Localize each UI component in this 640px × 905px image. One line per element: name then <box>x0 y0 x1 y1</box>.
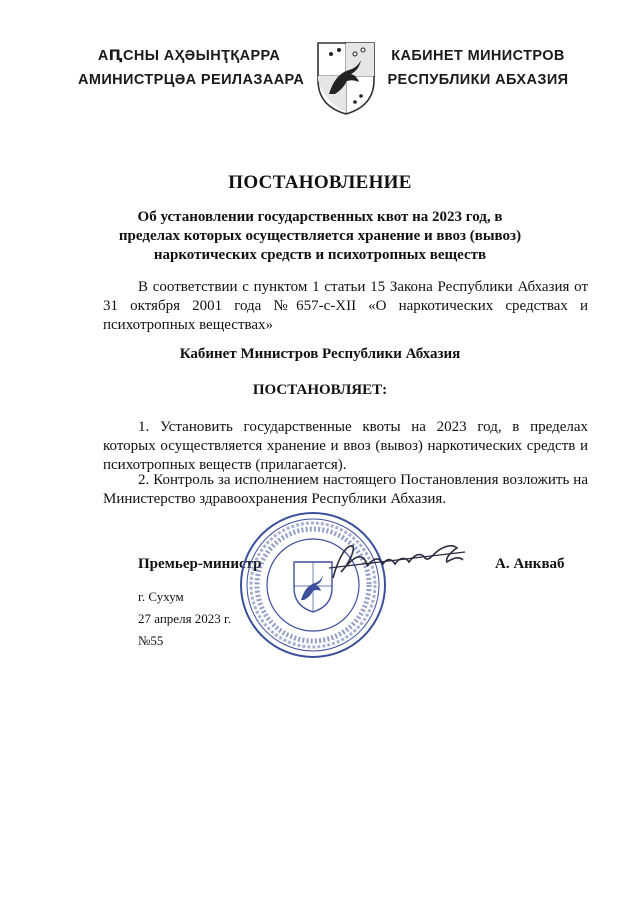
document-issuer: Кабинет Министров Республики Абхазия <box>179 346 461 362</box>
signatory-name: А. Анкваб <box>495 556 565 572</box>
document-number: №55 <box>138 633 164 648</box>
header-right-line1: КАБИНЕТ МИНИСТРОВ <box>391 48 565 64</box>
header-left-line2: АМИНИСТРЦӘА РЕИЛАЗААРА <box>78 72 305 88</box>
header-right-line2: РЕСПУБЛИКИ АБХАЗИЯ <box>387 72 569 88</box>
document-subject: Об установлении государственных квот на 2023 год, в пределах которых осуществляется хранение и ввоз (вывоз) наркотических средств и психотропных веществ <box>118 209 522 263</box>
header-left-abkhaz <box>78 44 305 92</box>
handwritten-signature-icon <box>325 538 470 583</box>
header-left-line1: АԤСНЫ АҲӘЫНҬҚАРРА <box>97 48 281 64</box>
document-city: г. Сухум <box>138 589 184 604</box>
abkhazia-coat-of-arms-icon <box>315 40 377 116</box>
document-title: ПОСТАНОВЛЕНИЕ <box>228 172 412 193</box>
signatory-position: Премьер-министр <box>138 556 262 572</box>
official-seal-icon <box>238 510 388 660</box>
decree-word: ПОСТАНОВЛЯЕТ: <box>252 382 388 398</box>
document-preamble: В соответствии с пунктом 1 статьи 15 Закона Республики Абхазия от 31 октября 2001 года №657-с-XII «О наркотических средствах и психотропных веществах» <box>103 279 588 333</box>
decree-item-1: 1. Установить государственные квоты на 2023 год, в пределах которых осуществляется хранение и ввоз (вывоз) наркотических средств и психотропных веществ (прилагается). <box>103 419 588 473</box>
document-date: 27 апреля 2023 г. <box>138 611 232 626</box>
decree-item-2: 2. Контроль за исполнением настоящего Постановления возложить на Министерство здравоохранения Республики Абхазия. <box>103 472 588 507</box>
header-right-russian <box>378 44 578 92</box>
